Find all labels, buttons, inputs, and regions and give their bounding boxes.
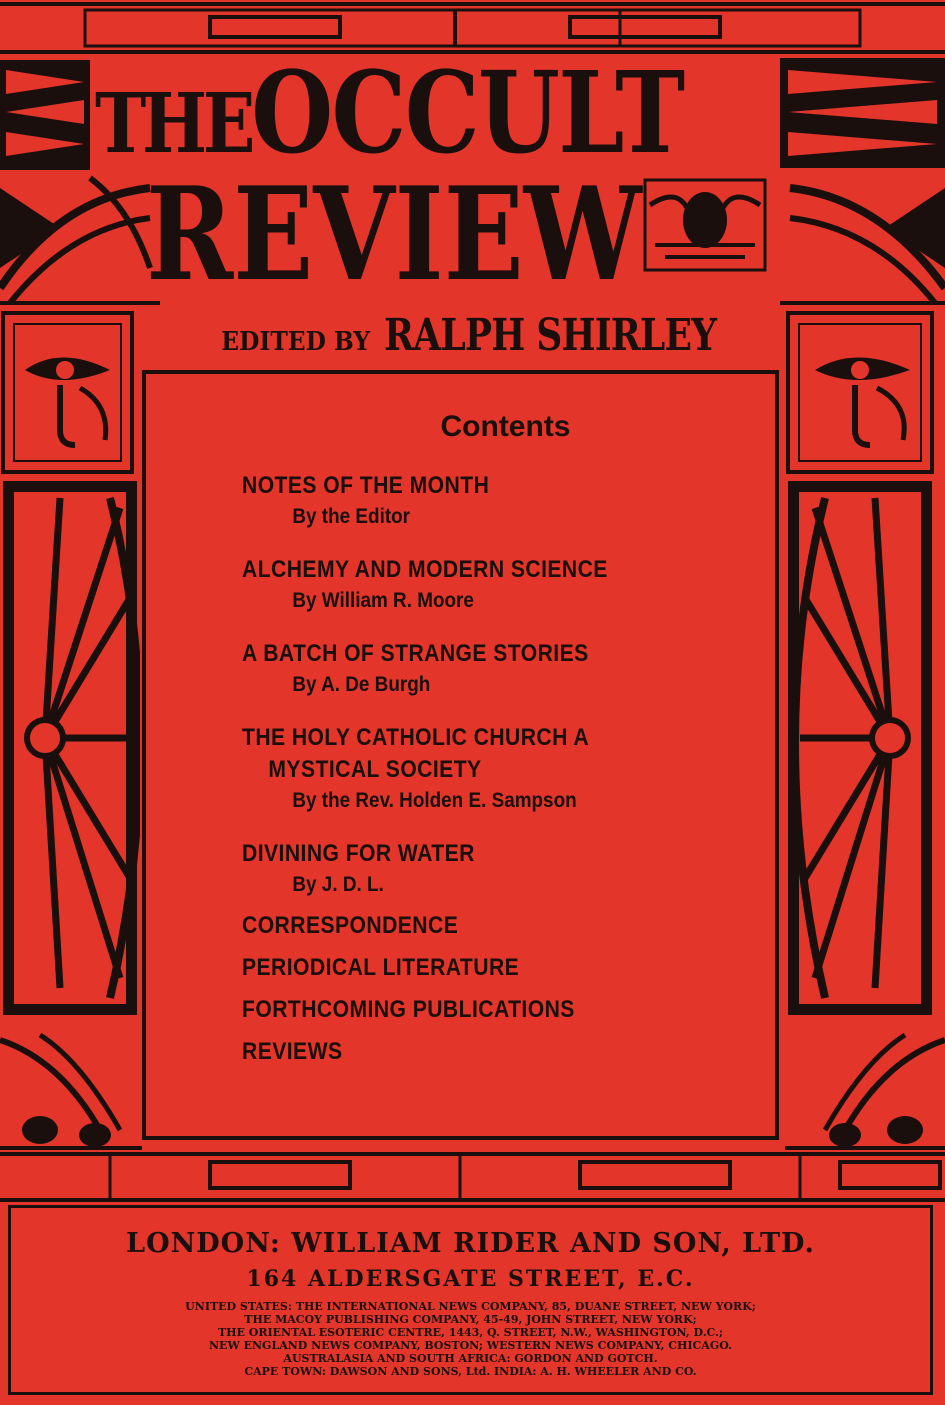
right-wheel-ornament (785, 478, 935, 1018)
agent-line: THE MACOY PUBLISHING COMPANY, 45-49, JOHN STREET, NEW YORK; (244, 1313, 697, 1326)
editor-credit (213, 310, 789, 361)
toc-entry-title: FORTHCOMING PUBLICATIONS (242, 996, 575, 1023)
left-wheel-ornament (0, 478, 140, 1018)
publisher-address: 164 ALDERSGATE STREET, E.C. (246, 1266, 695, 1292)
right-eye-of-horus-panel (785, 310, 935, 475)
toc-entry-title: DIVINING FOR WATER (242, 840, 475, 867)
left-lotus-ornament (0, 168, 160, 308)
right-lotus-ornament (780, 168, 945, 308)
right-lower-lotus-ornament (785, 1020, 945, 1150)
editor-name: RALPH SHIRLEY (383, 310, 717, 361)
table-of-contents (242, 470, 772, 1068)
contents-heading: Contents (440, 410, 571, 443)
toc-entry-title: ALCHEMY AND MODERN SCIENCE (242, 556, 608, 583)
agent-line: AUSTRALASIA AND SOUTH AFRICA: GORDON AND GOTCH. (283, 1352, 658, 1365)
toc-entry-author: By A. De Burgh (292, 673, 431, 696)
toc-entry-author: By J. D. L. (292, 873, 384, 896)
toc-entry-title: NOTES OF THE MONTH (242, 472, 490, 499)
right-zigzag-ornament (780, 58, 945, 168)
toc-entry-title: A BATCH OF STRANGE STORIES (242, 640, 589, 667)
masthead-title (95, 48, 684, 179)
agents-list (11, 1300, 930, 1378)
agent-line: CAPE TOWN: DAWSON AND SONS, Ltd. INDIA: A. H. WHEELER AND CO. (244, 1365, 697, 1378)
publisher-name: LONDON: WILLIAM RIDER AND SON, LTD. (126, 1228, 815, 1259)
toc-entry-author: By the Rev. Holden E. Sampson (292, 789, 577, 812)
left-lower-lotus-ornament (0, 1020, 142, 1150)
masthead-occult: OCCULT (251, 48, 684, 179)
toc-entry-author: By William R. Moore (292, 589, 474, 612)
toc-entry-title: REVIEWS (242, 1038, 343, 1065)
edited-by-label: EDITED BY (221, 327, 371, 357)
agent-line: THE ORIENTAL ESOTERIC CENTRE, 1443, Q. STREET, N.W., WASHINGTON, D.C.; (218, 1326, 723, 1339)
toc-entry-title: PERIODICAL LITERATURE (242, 954, 520, 981)
left-zigzag-ornament (0, 60, 90, 170)
agent-line: NEW ENGLAND NEWS COMPANY, BOSTON; WESTERN NEWS COMPANY, CHICAGO. (209, 1339, 732, 1352)
toc-entry-title: THE HOLY CATHOLIC CHURCH A (242, 724, 590, 751)
left-eye-of-horus-panel (0, 310, 135, 475)
bottom-border-ornament (0, 1148, 945, 1206)
contents-panel (142, 370, 779, 1140)
masthead-review: REVIEW (146, 160, 642, 310)
toc-entry-title: CORRESPONDENCE (242, 912, 459, 939)
toc-entry-author: By the Editor (292, 505, 411, 528)
masthead-the: THE (95, 76, 252, 172)
scarab-ornament (640, 175, 770, 275)
agent-line: UNITED STATES: THE INTERNATIONAL NEWS COMPANY, 85, DUANE STREET, NEW YORK; (185, 1300, 756, 1313)
toc-entry-title-continued: MYSTICAL SOCIETY (268, 756, 482, 783)
publisher-imprint (8, 1205, 933, 1395)
